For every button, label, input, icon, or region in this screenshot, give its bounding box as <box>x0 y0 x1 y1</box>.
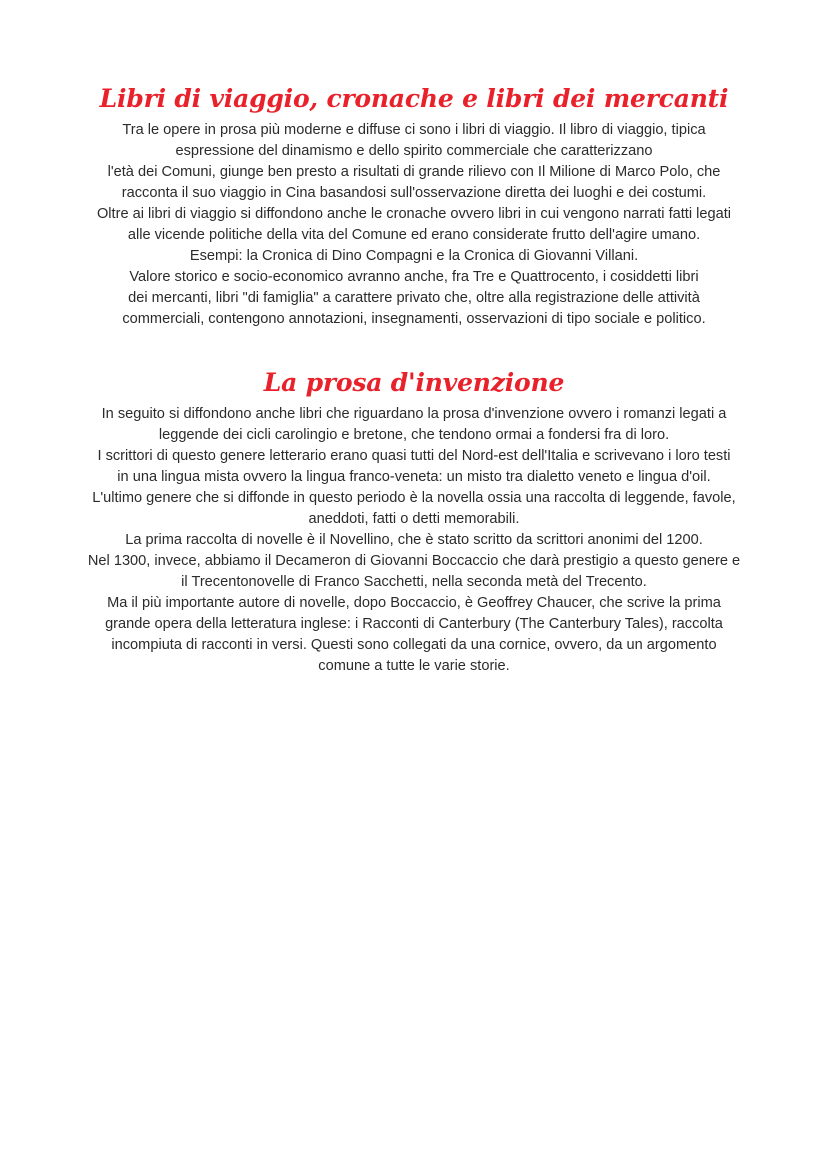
text-line: In seguito si diffondono anche libri che riguardano la prosa d'invenzione ovvero i romanzi legati a <box>101 406 727 422</box>
text-line: Ma il più importante autore di novelle, dopo Boccaccio, è Geoffrey Chaucer, che scrive la prima <box>107 595 721 611</box>
text-line: dei mercanti, libri "di famiglia" a carattere privato che, oltre alla registrazione delle attività <box>128 290 700 306</box>
text-line: comune a tutte le varie storie. <box>318 658 510 674</box>
text-line: Tra le opere in prosa più moderne e diffuse ci sono i libri di viaggio. Il libro di viaggio, tipica <box>122 122 706 138</box>
text-line: incompiuta di racconti in versi. Questi sono collegati da una cornice, ovvero, da un argomento <box>111 637 717 653</box>
text-line: l'età dei Comuni, giunge ben presto a risultati di grande rilievo con Il Milione di Marco Polo, che <box>107 164 721 180</box>
text-line: Esempi: la Cronica di Dino Compagni e la Cronica di Giovanni Villani. <box>189 248 639 264</box>
section-heading: La prosa d'invenzione <box>263 368 565 397</box>
text-line: in una lingua mista ovvero la lingua franco-veneta: un misto tra dialetto veneto e lingua d'oil. <box>117 469 711 485</box>
text-line: aneddoti, fatti o detti memorabili. <box>308 511 520 527</box>
section-invention-prose <box>60 366 768 677</box>
section-heading: Libri di viaggio, cronache e libri dei mercanti <box>99 84 729 113</box>
text-line: commerciali, contengono annotazioni, insegnamenti, osservazioni di tipo sociale e politico. <box>122 311 706 327</box>
text-line: L'ultimo genere che si diffonde in questo periodo è la novella ossia una raccolta di leggende, favole, <box>92 490 736 506</box>
section-travel-books <box>60 82 768 330</box>
section-paragraph <box>60 120 768 330</box>
text-line: espressione del dinamismo e dello spirito commerciale che caratterizzano <box>175 143 653 159</box>
text-line: alle vicende politiche della vita del Comune ed erano considerate frutto dell'agire umano. <box>127 227 701 243</box>
text-line: Oltre ai libri di viaggio si diffondono anche le cronache ovvero libri in cui vengono narrati fatti legati <box>96 206 732 222</box>
text-line: Nel 1300, invece, abbiamo il Decameron di Giovanni Boccaccio che darà prestigio a questo genere e <box>87 553 741 569</box>
text-line: grande opera della letteratura inglese: i Racconti di Canterbury (The Canterbury Tales), raccolta <box>105 616 723 632</box>
section-paragraph <box>60 404 768 677</box>
text-line: I scrittori di questo genere letterario erano quasi tutti del Nord-est dell'Italia e scrivevano i loro testi <box>97 448 731 464</box>
text-line: racconta il suo viaggio in Cina basandosi sull'osservazione diretta dei luoghi e dei costumi. <box>121 185 707 201</box>
text-line: La prima raccolta di novelle è il Novellino, che è stato scritto da scrittori anonimi del 1200. <box>125 532 703 548</box>
text-line: Valore storico e socio-economico avranno anche, fra Tre e Quattrocento, i cosiddetti libri <box>129 269 699 285</box>
text-line: leggende dei cicli carolingio e bretone, che tendono ormai a fondersi fra di loro. <box>158 427 670 443</box>
text-line: il Trecentonovelle di Franco Sacchetti, nella seconda metà del Trecento. <box>181 574 647 590</box>
